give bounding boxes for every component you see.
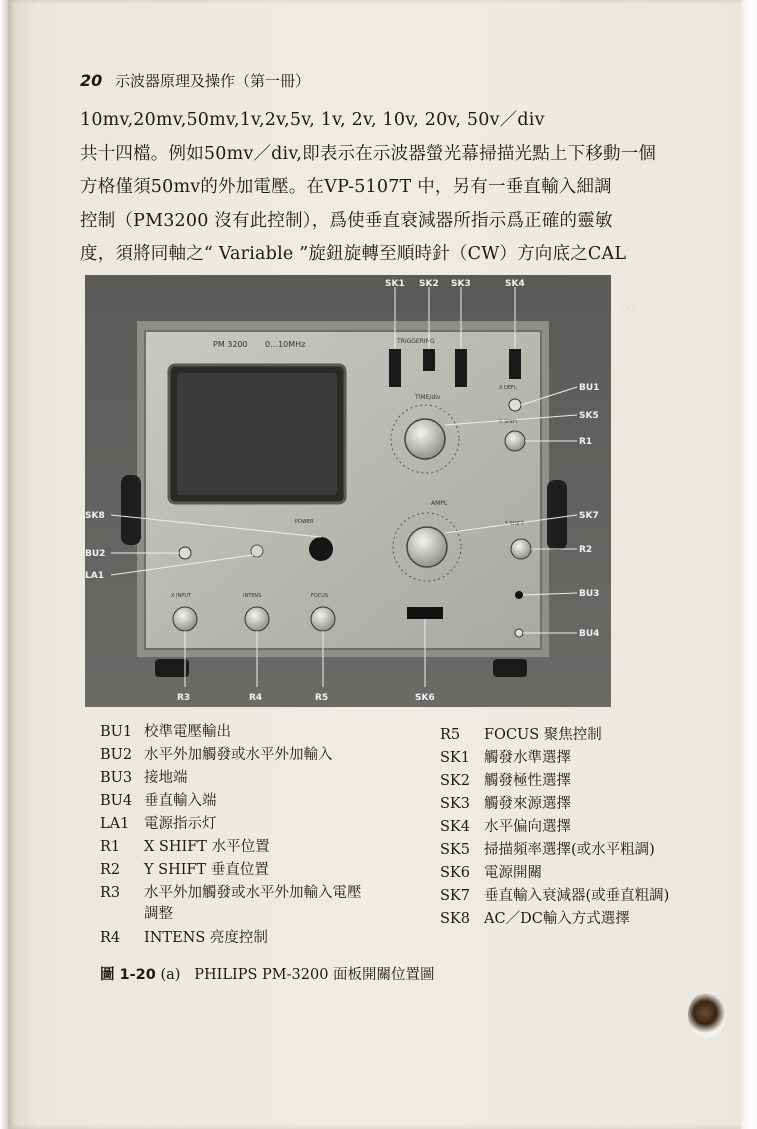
jack-bu4	[515, 629, 523, 637]
label-r4: R4	[249, 693, 263, 703]
label-sk1: SK1	[385, 279, 405, 289]
legend-desc: 垂直輸入端	[144, 793, 217, 809]
switch-sk1	[389, 349, 401, 387]
yshift-text: Y SHIFT	[505, 521, 524, 527]
legend-desc: 垂直輸入衰減器(或垂直粗調)	[484, 888, 670, 904]
legend-item	[100, 835, 270, 856]
legend-desc: 水平外加觸發或水平外加輸入	[144, 747, 333, 763]
label-bu4: BU4	[579, 629, 600, 639]
running-title: 示波器原理及操作（第一冊）	[115, 72, 311, 90]
label-r2: R2	[579, 545, 593, 555]
model-text: PM 3200	[213, 340, 248, 349]
legend-desc: 電源開關	[484, 865, 542, 881]
left-handle	[121, 475, 141, 545]
legend-code: SK6	[440, 865, 470, 881]
power-text: POWER	[295, 519, 314, 525]
legend-code: R5	[440, 727, 461, 743]
legend-code: LA1	[100, 816, 130, 832]
legend-desc: 水平外加觸發或水平外加輸入電壓	[144, 885, 362, 901]
running-header	[80, 70, 310, 91]
figure-title: PHILIPS PM-3200 面板開關位置圖	[194, 967, 435, 983]
legend-code: SK1	[440, 750, 470, 766]
front-foot-right	[493, 659, 527, 677]
page-damage-hole	[688, 992, 726, 1038]
legend-code: SK8	[440, 911, 470, 927]
legend-code: SK4	[440, 819, 470, 835]
jack-bu1	[509, 399, 521, 411]
power-knob	[309, 537, 333, 561]
paragraph-line: 控制（PM3200 沒有此控制），爲使垂直衰減器所指示爲正確的靈敏	[80, 210, 613, 231]
legend-item	[100, 926, 268, 947]
legend-item	[100, 766, 188, 787]
legend-desc: 觸發水準選擇	[484, 750, 571, 766]
legend-code: BU2	[100, 747, 133, 763]
legend-item	[100, 720, 231, 741]
range-text: 0…10MHz	[265, 340, 306, 349]
triggering-text: TRIGGERING	[397, 338, 435, 345]
knob-r3	[173, 607, 197, 631]
legend-code: BU4	[100, 793, 133, 809]
jack-bu2	[179, 547, 191, 559]
switch-sk2	[423, 349, 435, 371]
focus-text: FOCUS	[311, 593, 329, 599]
legend-code: R4	[100, 930, 121, 946]
ampl-text: AMPL	[431, 500, 448, 507]
legend-item	[440, 861, 542, 882]
legend-item	[100, 902, 173, 923]
legend-desc: 電源指示灯	[144, 816, 217, 832]
paragraph-line: 10mv,20mv,50mv,1v,2v,5v, 1v, 2v, 10v, 20v, 50v／div	[80, 110, 545, 130]
legend-item	[440, 792, 571, 813]
legend-item	[100, 789, 217, 810]
legend-desc: 水平偏向選擇	[484, 819, 571, 835]
legend-desc: 掃描頻率選擇(或水平粗調)	[484, 842, 655, 858]
legend-code: R1	[100, 839, 121, 855]
legend-code: BU1	[100, 724, 133, 740]
oscilloscope-illustration	[85, 275, 611, 707]
front-foot-left	[155, 659, 189, 677]
legend-item	[440, 723, 602, 744]
legend-item	[440, 884, 669, 905]
legend-item	[100, 812, 217, 833]
legend-item	[440, 746, 571, 767]
label-sk2: SK2	[419, 279, 439, 289]
legend-item	[440, 907, 630, 928]
legend-desc: 校準電壓輸出	[144, 724, 231, 740]
paragraph-line: 度，須將同軸之“ Variable ”旋鈕旋轉至順時針（CW）方向底之CAL	[80, 244, 627, 264]
figure-number: 圖 1-20	[100, 967, 156, 983]
legend-desc: X SHIFT 水平位置	[144, 839, 270, 855]
knob-r4	[245, 607, 269, 631]
paragraph-line: 共十四檔。例如50mv／div,即表示在示波器螢光幕掃描光點上下移動一個	[80, 143, 657, 164]
label-r1: R1	[579, 437, 593, 447]
legend-item	[100, 858, 269, 879]
intens-text: INTENS	[243, 593, 262, 599]
paragraph-line: 方格僅須50mv的外加電壓。在VP-5107T 中，另有一垂直輸入細調	[80, 177, 612, 197]
label-sk6: SK6	[415, 693, 435, 703]
label-sk4: SK4	[505, 279, 525, 289]
legend-code: R2	[100, 862, 121, 878]
legend-code: BU3	[100, 770, 133, 786]
body-paragraph	[80, 104, 680, 272]
legend-item	[440, 838, 655, 859]
legend-item	[440, 815, 571, 836]
switch-sk3	[455, 349, 467, 387]
legend-desc: FOCUS 聚焦控制	[484, 727, 602, 743]
legend-item	[100, 743, 333, 764]
label-sk3: SK3	[451, 279, 471, 289]
label-r5: R5	[315, 693, 329, 703]
legend-code: SK3	[440, 796, 470, 812]
legend-desc: 觸發來源選擇	[484, 796, 571, 812]
page-number: 20	[80, 71, 103, 90]
timediv-text: TIME/div	[415, 394, 441, 401]
figure-caption	[100, 963, 435, 984]
legend-desc: Y SHIFT 垂直位置	[144, 862, 269, 878]
legend-item	[100, 881, 362, 902]
label-sk7: SK7	[579, 511, 599, 521]
legend-desc: AC／DC輸入方式選擇	[484, 911, 630, 927]
legend-desc: 調整	[144, 906, 173, 922]
oscilloscope-photo	[85, 275, 611, 707]
legend-item	[440, 769, 571, 790]
label-bu1: BU1	[579, 383, 600, 393]
legend-code: SK7	[440, 888, 470, 904]
page-edge-right	[741, 0, 757, 1129]
label-sk8: SK8	[85, 511, 105, 521]
switch-sk6	[407, 607, 443, 619]
knob-r5	[311, 607, 335, 631]
legend-code: SK5	[440, 842, 470, 858]
ampl-knob	[407, 527, 447, 567]
crt-face	[177, 373, 337, 495]
legend-desc: 觸發極性選擇	[484, 773, 571, 789]
jack-bu3	[515, 591, 523, 599]
legend-code: R3	[100, 885, 121, 901]
figure-subnumber: (a)	[160, 967, 181, 983]
right-handle	[547, 480, 567, 550]
label-r3: R3	[177, 693, 191, 703]
label-bu2: BU2	[85, 549, 106, 559]
legend-desc: 接地端	[144, 770, 188, 786]
bleed-through: ．．．	[620, 298, 645, 312]
legend-code: SK2	[440, 773, 470, 789]
legend-desc: INTENS 亮度控制	[144, 930, 268, 946]
knob-r2	[511, 539, 531, 559]
xshift-text: X SHIFT	[499, 419, 519, 425]
timediv-knob	[405, 419, 445, 459]
knob-r1	[505, 431, 525, 451]
label-la1: LA1	[85, 571, 104, 581]
switch-sk4	[509, 349, 521, 379]
label-sk5: SK5	[579, 411, 599, 421]
xinput-text: X INPUT	[171, 593, 191, 599]
xdefl-text: X DEFL	[499, 385, 517, 391]
label-bu3: BU3	[579, 589, 600, 599]
